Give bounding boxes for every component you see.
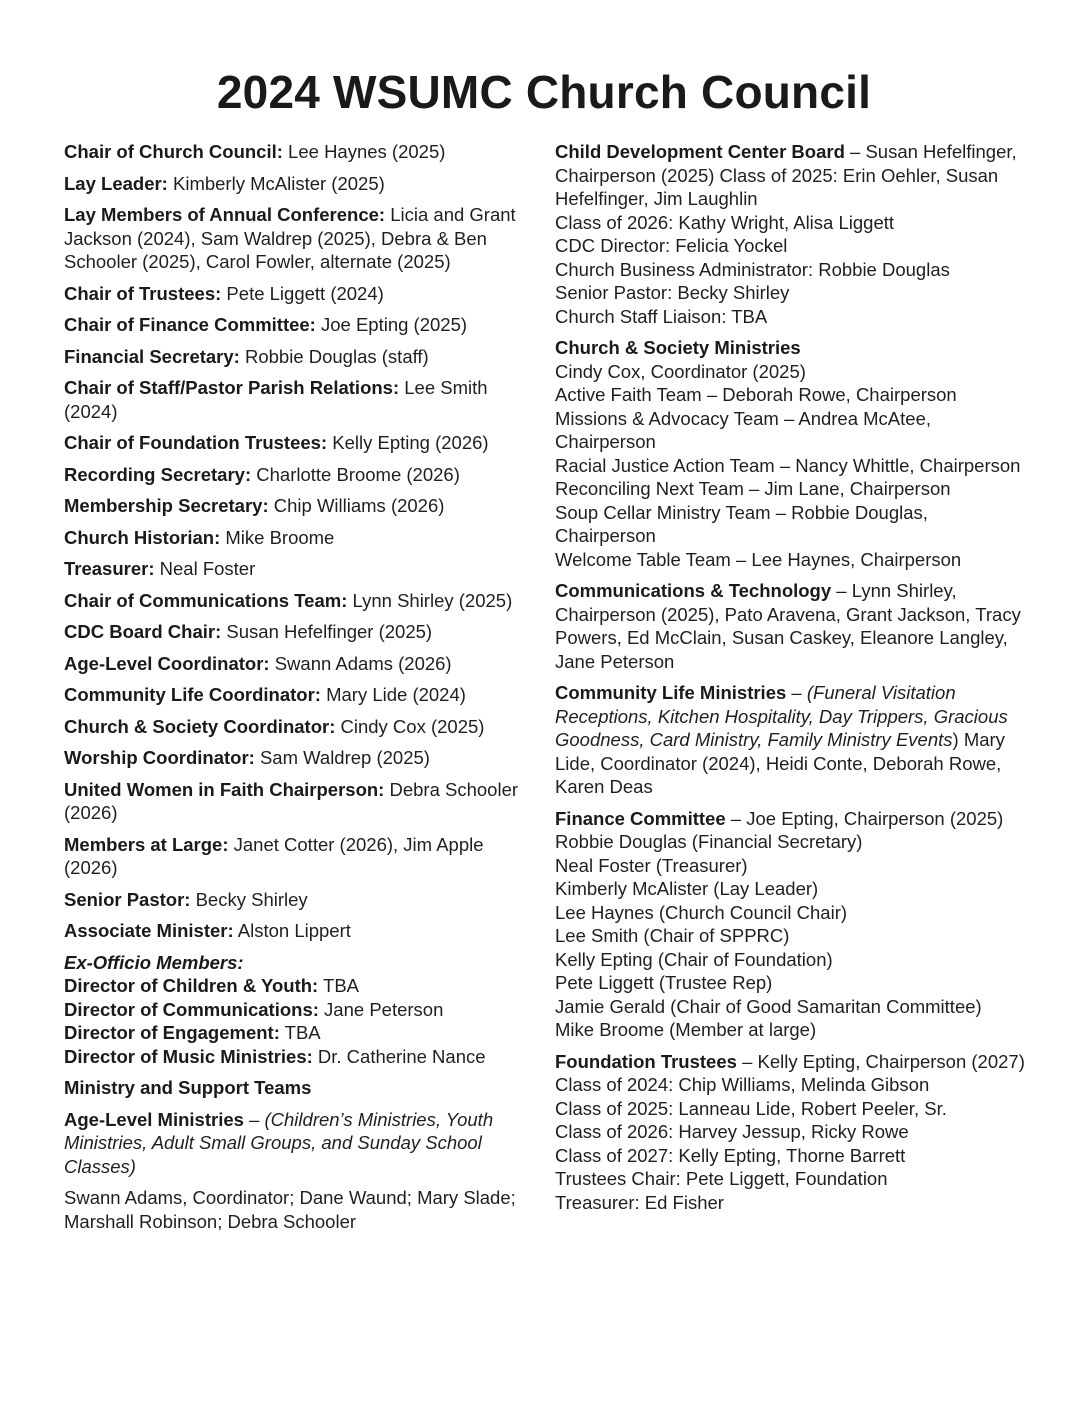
council-role-entry — [64, 140, 534, 164]
role-label: Worship Coordinator: — [64, 747, 255, 768]
list-line: Kelly Epting (Chair of Foundation) — [555, 948, 833, 970]
role-label: Chair of Trustees: — [64, 282, 222, 304]
list-line: Trustees Chair: Pete Liggett, Foundation — [555, 1168, 888, 1189]
list-line: Mike Broome (Member at large) — [555, 1019, 817, 1040]
role-label: Chair of Staff/Pastor Parish Relations: — [64, 377, 400, 398]
council-roles-list — [64, 140, 534, 943]
role-holder: Mary Lide (2024) — [320, 684, 466, 705]
community-life-note: (Funeral Visitation Receptions, Kitchen Hospitality, Day Trippers, Gracious Goodness, Card Ministry, Family Ministry Events — [555, 682, 1008, 750]
list-line: CDC Director: Felicia Yockel — [555, 235, 788, 256]
role-holder: Lee Smith (2024) — [64, 377, 488, 422]
list-line: Class of 2026: Harvey Jessup, Ricky Rowe — [555, 1121, 909, 1142]
role-label: United Women in Faith Chairperson: — [64, 778, 385, 800]
list-line: Class of 2025: Lanneau Lide, Robert Peeler, Sr. — [555, 1097, 947, 1119]
role-holder: Swann Adams (2026) — [269, 652, 452, 674]
ex-officio-holder: Dr. Catherine Nance — [312, 1045, 486, 1067]
list-line: Senior Pastor: Becky Shirley — [555, 282, 790, 303]
foundation-label: Foundation Trustees — [555, 1050, 737, 1072]
list-line: Pete Liggett (Trustee Rep) — [555, 972, 773, 993]
ex-officio-holder: Jane Peterson — [318, 998, 444, 1020]
list-line: Racial Justice Action Team – Nancy Whittle, Chairperson — [555, 454, 1021, 476]
role-label: Members at Large: — [64, 833, 229, 855]
role-label: Lay Leader: — [64, 172, 168, 194]
council-role-entry — [64, 431, 534, 455]
community-life-dash: – — [786, 682, 807, 703]
council-role-entry — [64, 526, 534, 550]
right-column — [555, 140, 1027, 1222]
finance-text: – Joe Epting, Chairperson (2025) — [725, 807, 1004, 829]
ministry-teams-heading — [64, 1076, 534, 1100]
role-holder: Kimberly McAlister (2025) — [167, 172, 385, 194]
council-role-entry — [64, 833, 534, 880]
council-role-entry — [64, 919, 534, 943]
church-society-lines — [555, 360, 1027, 572]
ex-officio-label: Director of Children & Youth: — [64, 975, 319, 996]
role-label: Church & Society Coordinator: — [64, 715, 336, 737]
church-society-section — [555, 336, 1027, 571]
role-label: CDC Board Chair: — [64, 621, 222, 642]
ex-officio-entry — [64, 1045, 534, 1069]
role-holder: Charlotte Broome (2026) — [251, 463, 460, 485]
role-label: Chair of Finance Committee: — [64, 314, 316, 335]
age-level-note: (Children’s Ministries, Youth Ministries, Adult Small Groups, and Sunday School Classes) — [64, 1108, 494, 1177]
council-role-entry — [64, 282, 534, 306]
role-holder: Joe Epting (2025) — [315, 314, 468, 335]
cdc-board-label: Child Development Center Board — [555, 141, 845, 162]
role-label: Recording Secretary: — [64, 463, 252, 485]
list-line: Missions & Advocacy Team – Andrea McAtee, Chairperson — [555, 407, 932, 452]
role-holder: Kelly Epting (2026) — [327, 432, 489, 453]
list-line: Cindy Cox, Coordinator (2025) — [555, 360, 806, 382]
ex-officio-entry — [64, 998, 534, 1022]
ministry-heading-text: Ministry and Support Teams — [64, 1077, 312, 1098]
role-holder: Pete Liggett (2024) — [221, 282, 384, 304]
role-holder: Sam Waldrep (2025) — [254, 747, 430, 768]
council-role-entry — [64, 313, 534, 337]
list-line: Neal Foster (Treasurer) — [555, 854, 748, 876]
council-role-entry — [64, 494, 534, 518]
ex-officio-section — [64, 951, 534, 1069]
council-role-entry — [64, 620, 534, 644]
left-column — [64, 140, 534, 1241]
community-life-label: Community Life Ministries — [555, 682, 787, 703]
list-line: Welcome Table Team – Lee Haynes, Chairperson — [555, 548, 962, 570]
council-role-entry — [64, 746, 534, 770]
foundation-lines — [555, 1073, 1027, 1214]
role-label: Associate Minister: — [64, 920, 234, 941]
role-label: Lay Members of Annual Conference: — [64, 204, 386, 225]
list-line: Jamie Gerald (Chair of Good Samaritan Committee) — [555, 995, 982, 1017]
role-label: Chair of Church Council: — [64, 141, 283, 162]
cdc-board-section — [555, 140, 1027, 328]
ex-officio-heading: Ex-Officio Members: — [64, 951, 244, 973]
ex-officio-list — [64, 974, 534, 1068]
foundation-section — [555, 1050, 1027, 1215]
list-line: Treasurer: Ed Fisher — [555, 1191, 724, 1213]
role-holder: Debra Schooler (2026) — [64, 778, 519, 823]
role-label: Membership Secretary: — [64, 495, 269, 516]
role-holder: Licia and Grant Jackson (2024), Sam Waldrep (2025), Debra & Ben Schooler (2025), Carol Fowler, alternate (2025) — [64, 204, 516, 272]
council-role-entry — [64, 715, 534, 739]
community-life-text: ) Mary Lide, Coordinator (2024), Heidi Conte, Deborah Rowe, Karen Deas — [555, 729, 1005, 797]
list-line: Church Staff Liaison: TBA — [555, 305, 768, 327]
ex-officio-holder: TBA — [279, 1022, 321, 1043]
role-holder: Lee Haynes (2025) — [282, 141, 446, 162]
role-holder: Mike Broome — [220, 526, 335, 548]
finance-section — [555, 807, 1027, 1042]
ex-officio-entry — [64, 974, 534, 998]
council-role-entry — [64, 589, 534, 613]
age-level-ministries — [64, 1108, 534, 1179]
church-society-label: Church & Society Ministries — [555, 337, 801, 358]
role-label: Financial Secretary: — [64, 345, 240, 367]
ex-officio-label: Director of Communications: — [64, 998, 319, 1020]
finance-lines — [555, 830, 1027, 1042]
role-label: Age-Level Coordinator: — [64, 652, 270, 674]
role-label: Chair of Communications Team: — [64, 589, 348, 611]
list-line: Lee Haynes (Church Council Chair) — [555, 901, 848, 923]
cdc-board-lines — [555, 211, 1027, 329]
role-holder: Robbie Douglas (staff) — [239, 345, 429, 367]
role-label: Senior Pastor: — [64, 888, 191, 910]
age-level-label: Age-Level Ministries — [64, 1108, 244, 1130]
communications-label: Communications & Technology — [555, 580, 832, 601]
cdc-board-text: – Susan Hefelfinger, Chairperson (2025) Class of 2025: Erin Oehler, Susan Hefelfinger, Jim Laughlin — [555, 141, 1017, 209]
council-role-entry — [64, 345, 534, 369]
list-line: Active Faith Team – Deborah Rowe, Chairperson — [555, 384, 957, 405]
role-holder: Chip Williams (2026) — [268, 495, 445, 516]
age-level-dash: – — [243, 1108, 265, 1130]
council-role-entry — [64, 888, 534, 912]
role-holder: Lynn Shirley (2025) — [347, 589, 513, 611]
council-role-entry — [64, 778, 534, 825]
ex-officio-entry — [64, 1021, 534, 1045]
list-line: Class of 2027: Kelly Epting, Thorne Barrett — [555, 1144, 906, 1166]
council-role-entry — [64, 557, 534, 581]
role-label: Community Life Coordinator: — [64, 684, 321, 705]
age-level-members: Swann Adams, Coordinator; Dane Waund; Mary Slade; Marshall Robinson; Debra Schooler — [64, 1187, 516, 1232]
role-holder: Becky Shirley — [190, 888, 308, 910]
list-line: Lee Smith (Chair of SPPRC) — [555, 925, 790, 946]
role-label: Chair of Foundation Trustees: — [64, 432, 328, 453]
finance-label: Finance Committee — [555, 807, 726, 829]
list-line: Kimberly McAlister (Lay Leader) — [555, 878, 819, 899]
communications-section — [555, 579, 1027, 673]
ex-officio-holder: TBA — [318, 975, 360, 996]
list-line: Class of 2024: Chip Williams, Melinda Gibson — [555, 1074, 930, 1095]
communications-text: – Lynn Shirley, Chairperson (2025), Pato Aravena, Grant Jackson, Tracy Powers, Ed McClain, Susan Caskey, Eleanore Langley, Jane Peterson — [555, 580, 1021, 672]
list-line: Robbie Douglas (Financial Secretary) — [555, 831, 863, 852]
community-life-section — [555, 681, 1027, 799]
ex-officio-label: Director of Engagement: — [64, 1022, 280, 1043]
ex-officio-label: Director of Music Ministries: — [64, 1045, 313, 1067]
council-role-entry — [64, 652, 534, 676]
council-role-entry — [64, 683, 534, 707]
role-label: Church Historian: — [64, 526, 221, 548]
role-holder: Neal Foster — [154, 558, 256, 579]
page-title: 2024 WSUMC Church Council — [216, 66, 872, 118]
foundation-text: – Kelly Epting, Chairperson (2027) — [736, 1050, 1025, 1072]
role-holder: Susan Hefelfinger (2025) — [221, 621, 433, 642]
council-role-entry — [64, 463, 534, 487]
list-line: Class of 2026: Kathy Wright, Alisa Liggett — [555, 211, 895, 233]
council-role-entry — [64, 203, 534, 274]
list-line: Soup Cellar Ministry Team – Robbie Douglas, Chairperson — [555, 501, 928, 546]
role-holder: Janet Cotter (2026), Jim Apple (2026) — [64, 833, 484, 878]
role-label: Treasurer: — [64, 558, 155, 579]
role-holder: Cindy Cox (2025) — [335, 715, 485, 737]
council-role-entry — [64, 172, 534, 196]
list-line: Reconciling Next Team – Jim Lane, Chairperson — [555, 478, 951, 499]
council-role-entry — [64, 376, 534, 423]
list-line: Church Business Administrator: Robbie Douglas — [555, 258, 950, 280]
role-holder: Alston Lippert — [233, 920, 351, 941]
